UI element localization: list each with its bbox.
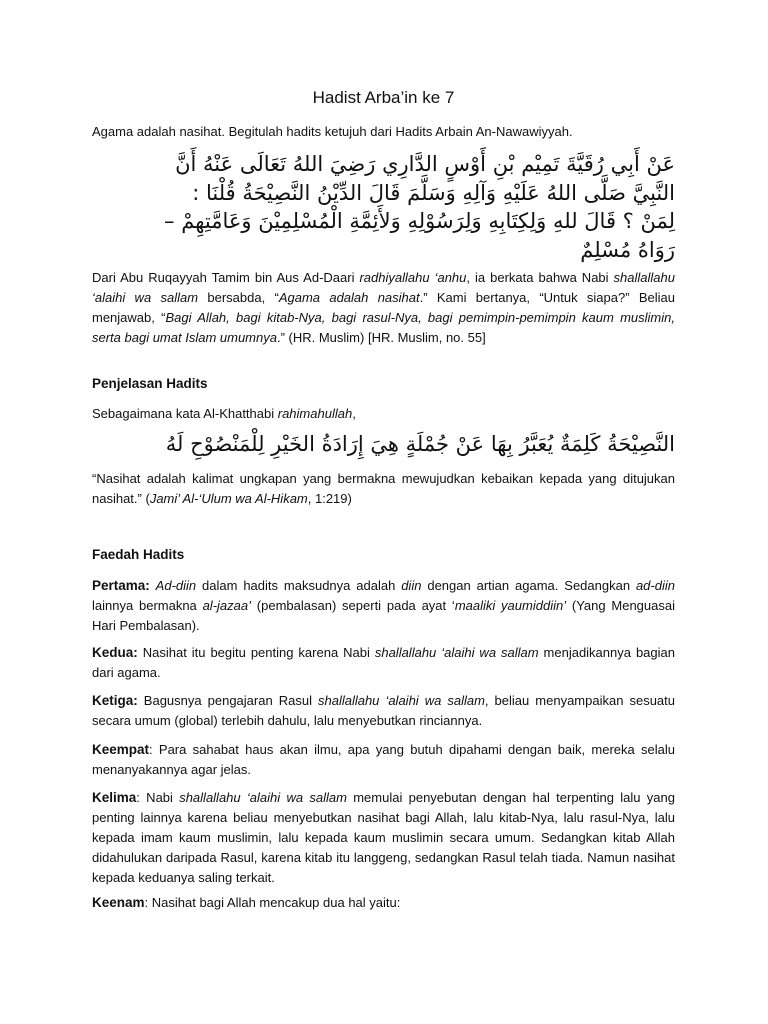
point-pertama: Pertama: Ad-diin dalam hadits maksudnya adalah diin dengan artian agama. Sedangkan ad-diin lainnya bermakna al-jazaa’ (pembalasan) seperti pada ayat ‘maaliki yaumiddiin’ (Yang Menguasai Hari Pembalasan). bbox=[92, 578, 675, 633]
arabic-hadith-text bbox=[92, 150, 675, 264]
arabic-quote: النَّصِيْحَةُ كَلِمَةٌ يُعَبَّرُ بِهَا عَنْ جُمْلَةٍ هِيَ إِرَادَةُ الخَيْرِ لِلْمَنْصُوْحِ لَهُ bbox=[165, 432, 675, 456]
quote-translation: “Nasihat adalah kalimat ungkapan yang bermakna mewujudkan kebaikan kepada yang ditujukan nasihat.” (Jami’ Al-‘Ulum wa Al-Hikam, 1:219) bbox=[92, 471, 675, 506]
translation-paragraph: Dari Abu Ruqayyah Tamim bin Aus Ad-Daari radhiyallahu ‘anhu, ia berkata bahwa Nabi shallallahu ‘alaihi wa sallam bersabda, “Agama adalah nasihat.” Kami bertanya, “Untuk siapa?” Beliau menjawab, “Bagi Allah, bagi kitab-Nya, bagi rasul-Nya, bagi pemimpin-pemimpin kaum muslimin, serta bagi umat Islam umumnya.” (HR. Muslim) [HR. Muslim, no. 55] bbox=[92, 270, 676, 345]
page-title: Hadist Arba’in ke 7 bbox=[312, 88, 455, 107]
arabic-line: لِمَنْ ؟ قَالَ للهِ وَلِكِتَابِهِ وَلِرَسُوْلِهِ وَلأَئِمَّةِ الْمُسْلِمِيْنَ وَعَامَّتِهِمْ – bbox=[164, 209, 675, 233]
arabic-line: رَوَاهُ مُسْلِمٌ bbox=[580, 237, 675, 262]
intro-paragraph: Agama adalah nasihat. Begitulah hadits ketujuh dari Hadits Arbain An-Nawawiyyah. bbox=[92, 124, 573, 139]
penjelasan-heading: Penjelasan Hadits bbox=[92, 376, 208, 391]
point-keempat: Keempat: Para sahabat haus akan ilmu, apa yang butuh dipahami dengan baik, mereka selalu menanyakannya agar jelas. bbox=[92, 742, 675, 777]
point-kelima: Kelima: Nabi shallallahu ‘alaihi wa sallam memulai penyebutan dengan hal terpenting lalu yang penting lainnya karena beliau menyebutkan nasihat bagi Allah, lalu kitab-Nya, lalu rasul-Nya, lalu kepada imam kaum muslimin, lalu kepada kaum muslimin secara umum. Sedangkan kitab Allah didahulukan daripada Rasul, karena kitab itu langgeng, sedangkan Rasul telah tiada. Namun nasihat kepada keduanya saling terkait. bbox=[92, 790, 675, 885]
point-ketiga: Ketiga: Bagusnya pengajaran Rasul shallallahu ‘alaihi wa sallam, beliau menyampaikan sesuatu secara umum (global) terlebih dahulu, lalu menyebutkan rinciannya. bbox=[92, 693, 675, 728]
arabic-line: النَّبِيَّ صَلَّى اللهُ عَلَيْهِ وَآلِهِ وَسَلَّمَ قَالَ الدِّيْنُ النَّصِيْحَةُ قُلْنَا : bbox=[192, 180, 675, 205]
faedah-heading: Faedah Hadits bbox=[92, 547, 185, 562]
arabic-line: عَنْ أَبِي رُقَيَّةَ تَمِيْم بْنِ أَوْسٍ الدَّارِي رَضِيَ اللهُ تَعَالَى عَنْهُ أَنَّ bbox=[175, 152, 675, 176]
khatthabi-paragraph: Sebagaimana kata Al-Khatthabi rahimahullah, bbox=[92, 406, 356, 421]
point-kedua: Kedua: Nasihat itu begitu penting karena Nabi shallallahu ‘alaihi wa sallam menjadikannya bagian dari agama. bbox=[92, 645, 675, 680]
point-keenam: Keenam: Nasihat bagi Allah mencakup dua hal yaitu: bbox=[92, 895, 401, 910]
